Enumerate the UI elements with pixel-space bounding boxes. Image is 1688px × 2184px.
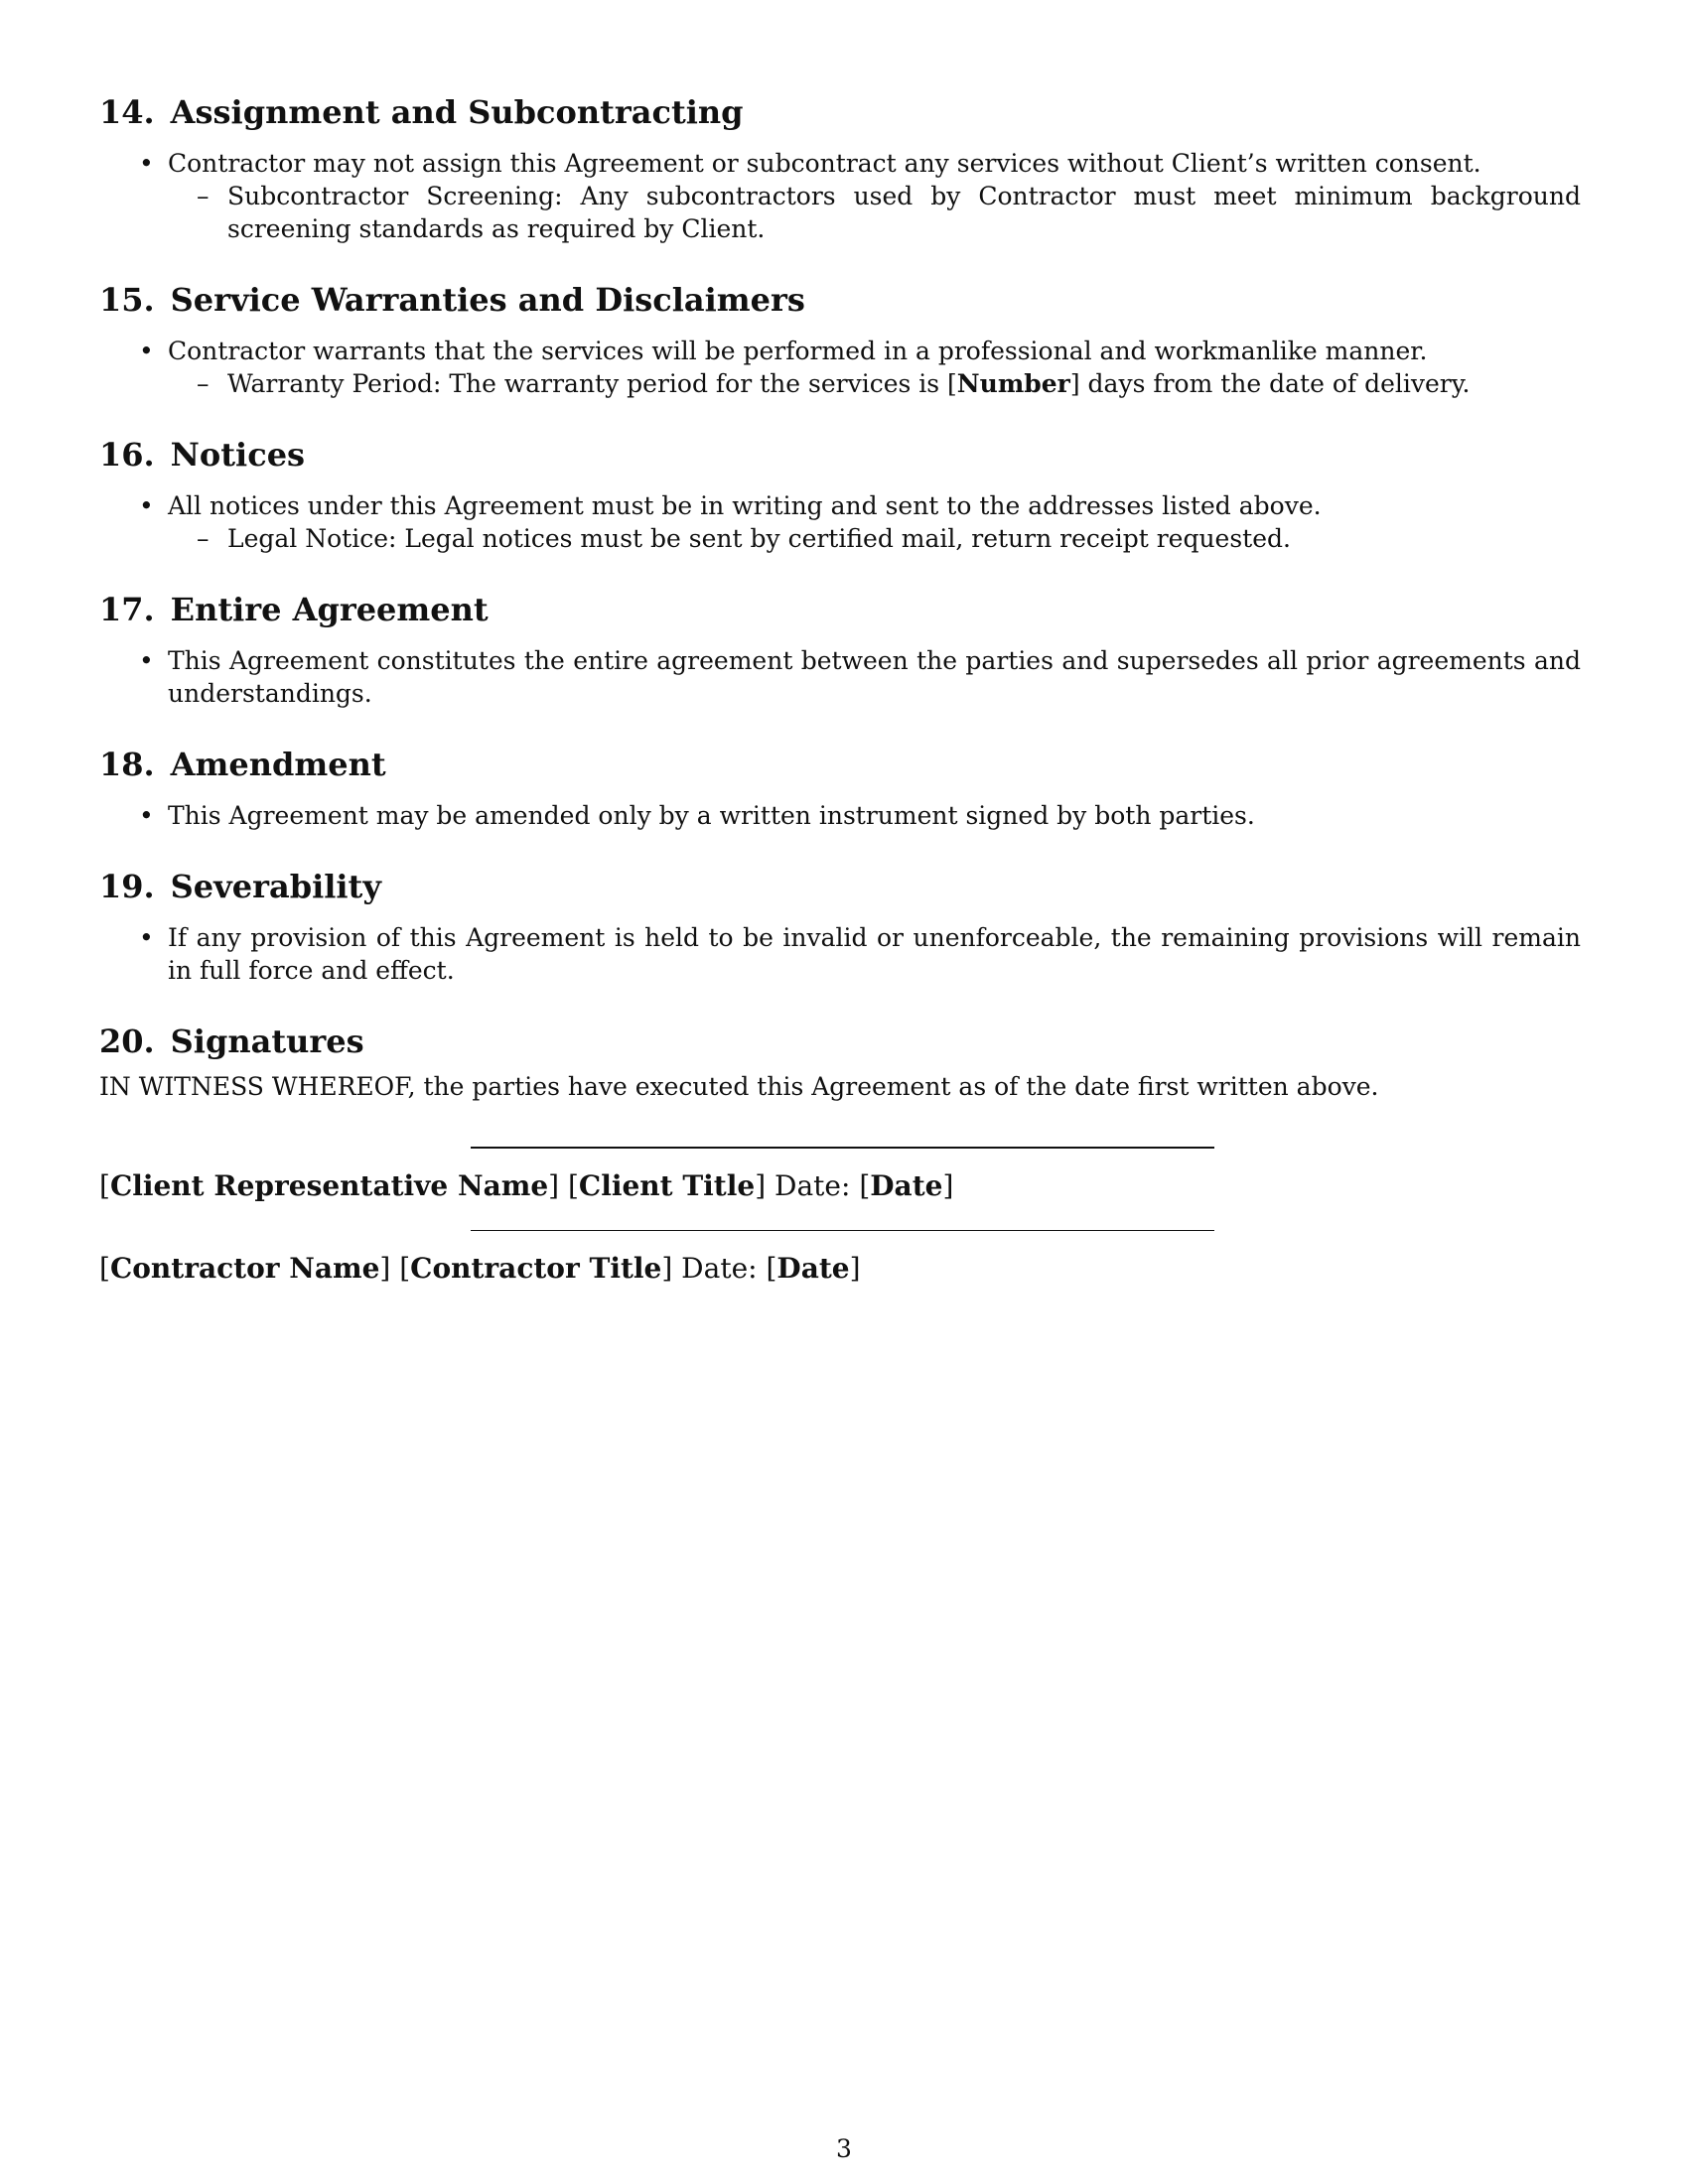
dash-icon: – bbox=[197, 369, 210, 398]
bullet-item bbox=[99, 147, 1581, 180]
bullet-item bbox=[99, 799, 1581, 832]
section-18 bbox=[99, 744, 1581, 832]
bullet-text: This Agreement may be amended only by a written instrument signed by both parties. bbox=[168, 801, 1255, 830]
placeholder-number: Number bbox=[956, 369, 1070, 398]
bullet-icon: • bbox=[139, 801, 154, 830]
section-19 bbox=[99, 866, 1581, 987]
bullet-item bbox=[99, 489, 1581, 522]
section-heading bbox=[99, 91, 1581, 133]
dash-icon: – bbox=[197, 182, 210, 210]
section-number: 17. bbox=[99, 591, 155, 628]
section-20 bbox=[99, 1021, 1581, 1103]
contractor-signature-block: [Contractor Name] [Contractor Title] Date: [Date] bbox=[99, 1252, 861, 1285]
sub-bullet-text-pre: Warranty Period: The warranty period for the services is [ bbox=[227, 369, 957, 398]
section-number: 20. bbox=[99, 1023, 155, 1060]
bullet-icon: • bbox=[139, 149, 154, 178]
section-title: Entire Agreement bbox=[170, 591, 489, 628]
document-content bbox=[99, 91, 1581, 1287]
bullet-icon: • bbox=[139, 646, 154, 675]
client-signature-line bbox=[471, 1147, 1214, 1149]
section-heading bbox=[99, 1021, 1581, 1062]
section-heading bbox=[99, 434, 1581, 476]
section-title: Assignment and Subcontracting bbox=[170, 93, 744, 131]
bullet-text: This Agreement constitutes the entire agreement between the parties and supersedes all prior agreements and understandings. bbox=[168, 646, 1581, 708]
sub-bullet-item bbox=[99, 522, 1581, 555]
section-heading bbox=[99, 279, 1581, 321]
contractor-signature-line bbox=[471, 1230, 1214, 1231]
section-title: Amendment bbox=[170, 746, 386, 783]
sub-bullet-text-post: ] days from the date of delivery. bbox=[1069, 369, 1471, 398]
section-15 bbox=[99, 279, 1581, 400]
page-number: 3 bbox=[836, 2134, 852, 2163]
section-17 bbox=[99, 589, 1581, 710]
contractor-title: Contractor Title bbox=[410, 1252, 662, 1285]
date-label: Date: bbox=[774, 1169, 851, 1202]
section-title: Severability bbox=[170, 868, 381, 905]
bullet-icon: • bbox=[139, 923, 154, 952]
bullet-icon: • bbox=[139, 491, 154, 520]
section-title: Signatures bbox=[170, 1023, 364, 1060]
client-date: Date bbox=[870, 1169, 943, 1202]
bullet-icon: • bbox=[139, 337, 154, 365]
sub-bullet-item bbox=[99, 367, 1581, 400]
sub-bullet-item bbox=[99, 180, 1581, 245]
bullet-item bbox=[99, 335, 1581, 367]
bullet-item bbox=[99, 644, 1581, 710]
bullet-text: All notices under this Agreement must be in writing and sent to the addresses listed above. bbox=[168, 491, 1322, 520]
section-heading bbox=[99, 589, 1581, 630]
client-title: Client Title bbox=[578, 1169, 756, 1202]
section-heading bbox=[99, 866, 1581, 907]
section-title: Service Warranties and Disclaimers bbox=[170, 281, 805, 319]
section-title: Notices bbox=[170, 436, 306, 474]
dash-icon: – bbox=[197, 524, 210, 553]
section-number: 16. bbox=[99, 436, 155, 474]
contractor-name: Contractor Name bbox=[109, 1252, 380, 1285]
bullet-text: Contractor warrants that the services will be performed in a professional and workmanlike manner. bbox=[168, 337, 1428, 365]
section-14 bbox=[99, 91, 1581, 245]
section-16 bbox=[99, 434, 1581, 555]
sub-bullet-text: Legal Notice: Legal notices must be sent by certified mail, return receipt requested. bbox=[227, 524, 1291, 553]
sub-bullet-text: Subcontractor Screening: Any subcontractors used by Contractor must meet minimum background screening standards as required by Client. bbox=[227, 182, 1581, 243]
section-heading bbox=[99, 744, 1581, 785]
section-number: 14. bbox=[99, 93, 155, 131]
bullet-text: Contractor may not assign this Agreement or subcontract any services without Client’s written consent. bbox=[168, 149, 1481, 178]
section-number: 18. bbox=[99, 746, 155, 783]
contractor-date: Date bbox=[776, 1252, 850, 1285]
client-signature-block: [Client Representative Name] [Client Title] Date: [Date] bbox=[99, 1169, 954, 1202]
section-number: 15. bbox=[99, 281, 155, 319]
bullet-text: If any provision of this Agreement is held to be invalid or unenforceable, the remaining provisions will remain in full force and effect. bbox=[168, 923, 1581, 985]
witness-statement: IN WITNESS WHEREOF, the parties have executed this Agreement as of the date first written above. bbox=[99, 1072, 1379, 1101]
date-label: Date: bbox=[681, 1252, 758, 1285]
client-representative-name: Client Representative Name bbox=[109, 1169, 549, 1202]
bullet-item bbox=[99, 921, 1581, 987]
section-number: 19. bbox=[99, 868, 155, 905]
